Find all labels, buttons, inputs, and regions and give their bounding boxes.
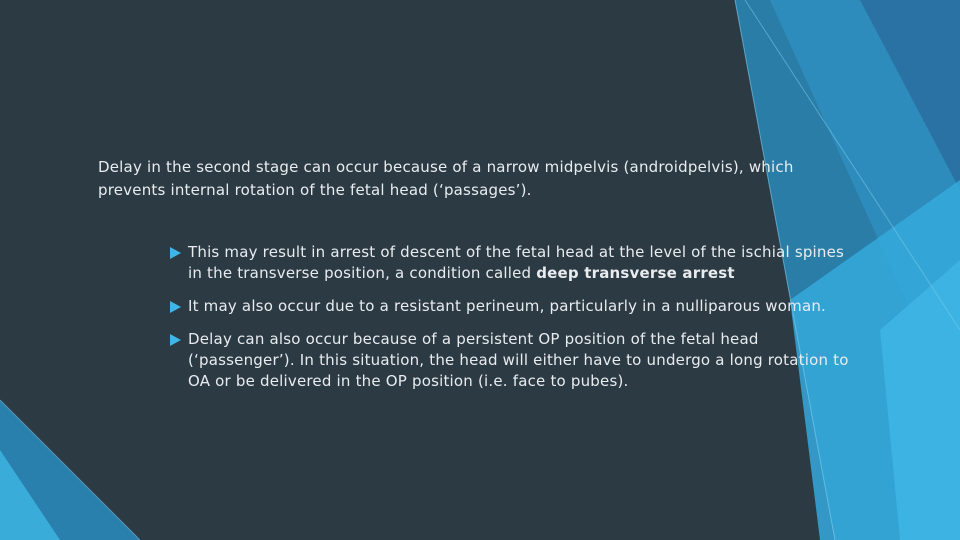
triangle-bullet-icon: [170, 301, 181, 313]
triangle-bullet-icon: [170, 334, 181, 346]
bullet-item: [170, 296, 860, 317]
bullet-item: [170, 329, 860, 392]
intro-paragraph: Delay in the second stage can occur because of a narrow midpelvis (androidpelvis), which prevents internal rotation of the fetal head (‘passages’).: [98, 158, 794, 199]
bullet-emphasis: deep transverse arrest: [536, 264, 735, 282]
bullet-list: [170, 242, 860, 404]
bullet-text: This may result in arrest of descent of the fetal head at the level of the ischial spines in the transverse position, a condition called: [188, 243, 845, 282]
bullet-text: Delay can also occur because of a persistent OP position of the fetal head (‘passenger’). In this situation, the head will either have to undergo a long rotation to OA or be delivered in the OP position (i.e. face to pubes).: [188, 330, 849, 390]
bullet-text: It may also occur due to a resistant perineum, particularly in a nulliparous woman.: [188, 297, 827, 315]
bullet-item: [170, 242, 860, 284]
triangle-bullet-icon: [170, 247, 181, 259]
